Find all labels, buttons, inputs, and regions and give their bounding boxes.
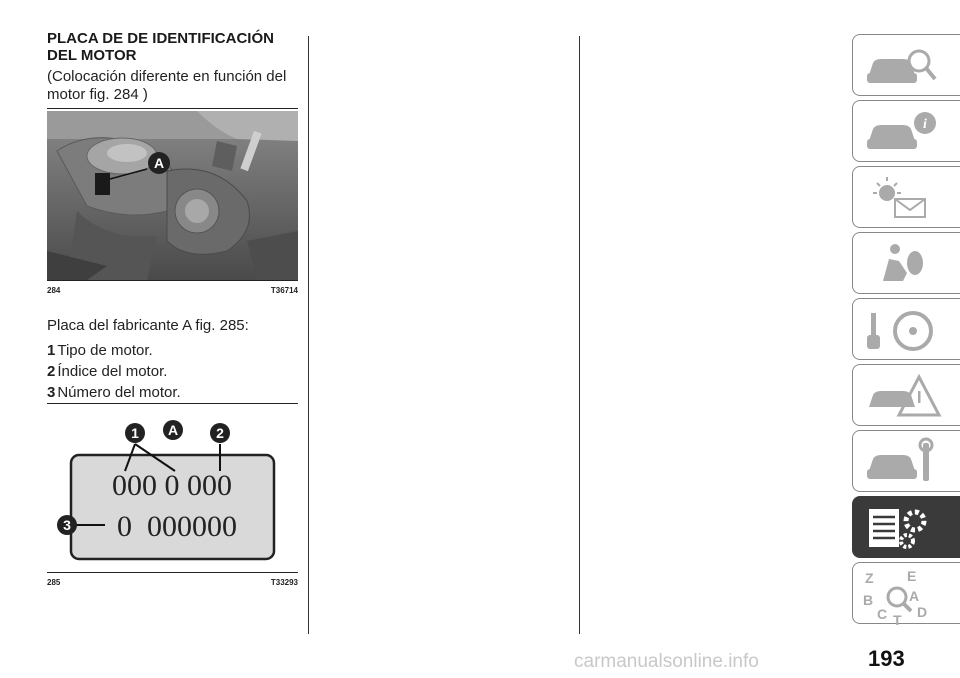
plate-item-1: 1 Tipo de motor.	[47, 342, 153, 359]
watermark: carmanualsonline.info	[574, 651, 759, 672]
index-letter-d: D	[917, 604, 928, 620]
figure-284-top-rule	[47, 108, 298, 109]
plate-description	[47, 316, 307, 404]
column-divider-1	[308, 36, 309, 634]
plate-line-1: 000 0 000	[112, 469, 232, 502]
section-header	[47, 30, 298, 104]
airbag-seat-icon	[863, 239, 943, 289]
plate-line-2: 0 000000	[117, 510, 237, 543]
index-letter-e: E	[907, 569, 917, 584]
car-search-icon	[863, 41, 943, 91]
section-intro-line1: (Colocación diferente en función del	[47, 68, 287, 85]
tab-car-warning[interactable]	[852, 364, 960, 426]
index-letter-t: T	[893, 612, 902, 625]
tab-key-steering[interactable]	[852, 298, 960, 360]
plate-item-2: 2 Índice del motor.	[47, 363, 168, 380]
column-divider-2	[579, 36, 580, 634]
svg-text:i: i	[923, 117, 927, 132]
tab-car-wrench[interactable]	[852, 430, 960, 492]
tab-car-info[interactable]	[852, 100, 960, 162]
engine-photo-illustration	[47, 111, 298, 280]
section-heading-line2: DEL MOTOR	[47, 47, 137, 64]
index-letter-a: A	[909, 588, 920, 604]
callout-3-label: 3	[63, 517, 71, 533]
tab-technical-data[interactable]	[852, 496, 960, 558]
callout-a-label: A	[153, 155, 165, 171]
figure-284-number: 284	[47, 286, 61, 295]
index-letter-z: Z	[865, 570, 874, 586]
warning-lights-icon	[863, 173, 943, 223]
tab-airbag-seat[interactable]	[852, 232, 960, 294]
figure-285-number: 285	[47, 578, 61, 587]
tab-warning-lights[interactable]	[852, 166, 960, 228]
index-letter-c: C	[877, 606, 888, 622]
figure-285-caption	[47, 578, 298, 587]
car-info-icon	[863, 107, 943, 157]
figure-285-bottom-rule	[47, 572, 298, 573]
figure-284-bottom-rule	[47, 280, 298, 281]
plate-intro: Placa del fabricante A fig. 285:	[47, 317, 249, 334]
figure-285-top-rule	[47, 403, 298, 404]
figure-285-plate-diagram	[47, 409, 298, 569]
key-steering-icon	[863, 305, 943, 355]
section-heading-line1: PLACA DE DE IDENTIFICACIÓN	[47, 30, 274, 47]
callout-2-label: 2	[216, 425, 224, 441]
figure-285-code: T33293	[270, 578, 298, 587]
callout-a2-label: A	[167, 422, 179, 438]
car-warning-icon	[863, 371, 943, 421]
tab-car-search[interactable]	[852, 34, 960, 96]
figure-284-code: T36714	[270, 286, 298, 295]
technical-data-icon	[863, 503, 943, 553]
figure-284-engine-photo	[47, 111, 298, 280]
figure-284-caption	[47, 286, 298, 295]
plate-item-3: 3 Número del motor.	[47, 384, 181, 401]
index-letter-b: B	[863, 592, 874, 608]
engine-plate-location	[95, 173, 110, 195]
callout-1-label: 1	[131, 425, 139, 441]
index-search-icon	[863, 569, 943, 625]
car-wrench-icon	[863, 437, 943, 487]
page-number: 193	[868, 646, 905, 671]
plate-diagram-svg	[47, 409, 298, 569]
section-intro-line2: motor fig. 284 )	[47, 86, 148, 103]
tab-index[interactable]	[852, 562, 960, 624]
